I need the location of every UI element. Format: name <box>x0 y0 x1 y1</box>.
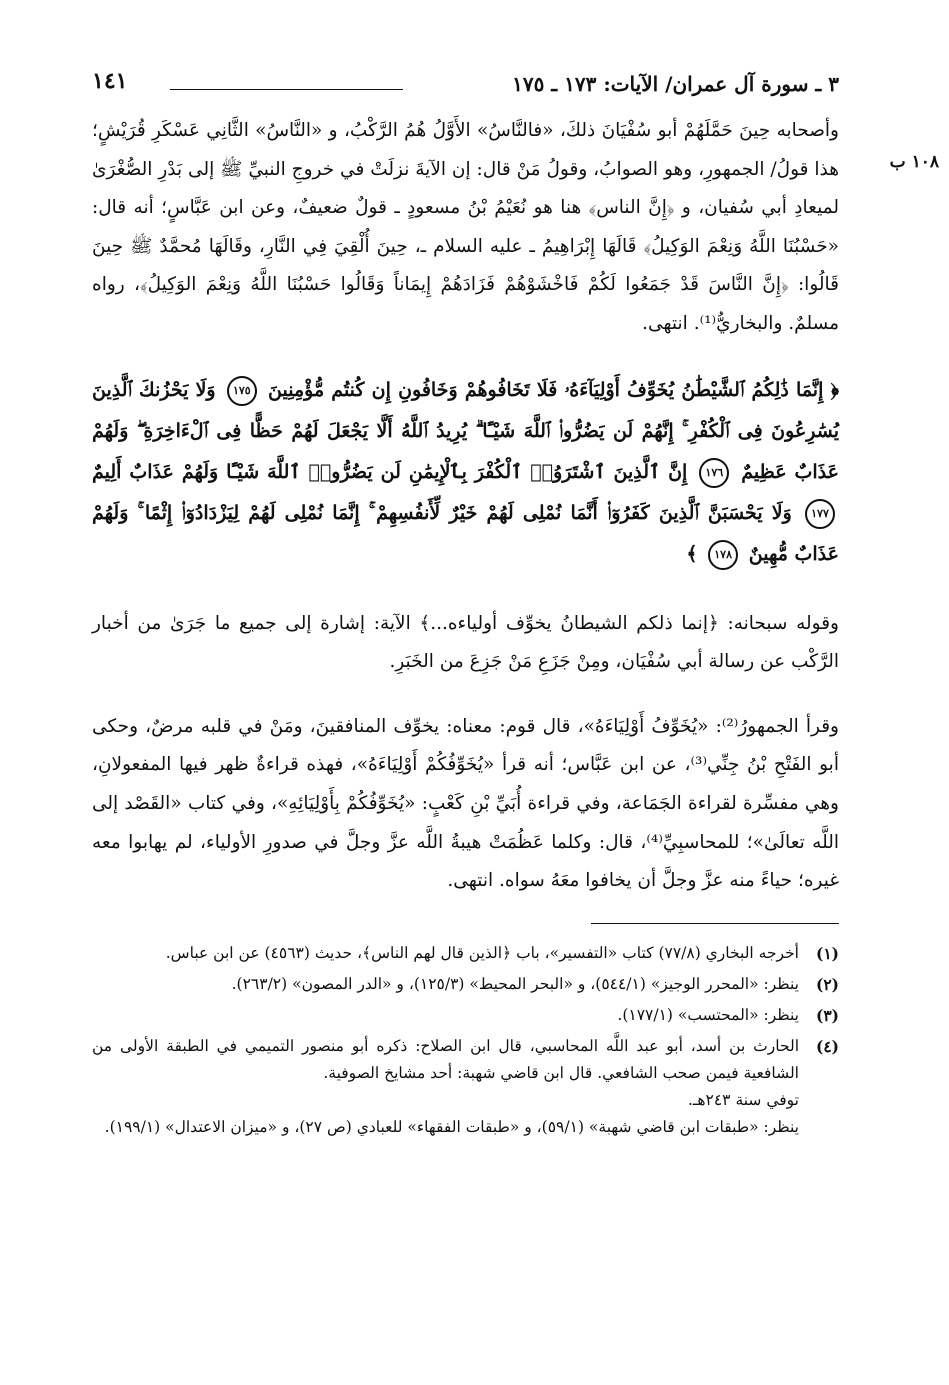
paragraph-2: وقوله سبحانه: ﴿إنما ذلكم الشيطانُ يخوِّف أولياءه...﴾ الآية: إشارة إلى جميع ما جَرَىٰ من أخبار الرَّكْب عن رسالة أبي سُفْيَان، ومِنْ جَزَعِ مَنْ جَزِعَ من الخَبَرِ. <box>92 612 839 673</box>
footnote-death-year: توفي سنة ٢٤٣هـ. <box>687 1090 799 1109</box>
footnote-number: (١) <box>815 943 839 963</box>
paragraph-3: وقرأ الجمهورُ⁽²⁾: «يُخَوِّفُ أَوْلِيَاءَهُ»، قال قوم: معناه: يخوِّف المنافقينَ، ومَنْ في قلبه مرضٌ، وحكى أبو الفَتْحِ بْنُ جِنِّي⁽³⁾، عن ابن عَبَّاس؛ أنه قرأ «يُخَوِّفُكُمْ أَوْلِيَاءَهُ»، فهذه قراءةٌ ظهر فيها المفعولانِ، وهي مفسِّرة لقراءة الجَمَاعة، وفي قراءة أُبَيِّ بْنِ كَعْبٍ: «يُخَوِّفُكُمْ بِأَوْلِيَائِهِ»، وفي كتاب «القَصْد إلى اللَّه تعالَىٰ»؛ للمحاسبِيِّ⁽⁴⁾، قال: وكلما عَظُمَتْ هيبةُ اللَّه عزَّ وجلَّ في صدورِ الأولياء، لم يهابوا معه غيره؛ حياءً منه عزَّ وجلَّ أن يخافوا معَهُ سواه. انتهى. <box>92 715 839 892</box>
ayah-number-175: ١٧٥ <box>227 376 257 406</box>
quran-open-bracket: ﴿ <box>830 378 840 401</box>
footnote-text: أخرجه البخاري (٧٧/٨) كتاب «التفسير»، باب ﴿الذين قال لهم الناس﴾، حديث (٤٥٦٣) عن ابن عباس. <box>165 943 799 962</box>
footnotes <box>92 940 839 1141</box>
paragraph-1: وأصحابه حِينَ حَمَّلَهُمْ أبو سُفْيَانَ ذلكَ، «فالنَّاسُ» الأَوَّلُ هُمُ الرَّكْبُ، و «النَّاسُ» الثَّانِي عَسْكَرِ قُرَيْشٍ؛ هذا قولُ/ الجمهورِ، وهو الصوابُ، وقولُ مَنْ قال: إن الآيةَ نزلَتْ في خروجِ النبيِّ ﷺ إلى بَدْرِ الصُّغْرَىٰ لميعادِ أبي سُفيان، و ﴿إِنَّ الناس﴾ هنا هو نُعَيْمُ بْنُ مسعودٍ ـ قولٌ ضعيفٌ، وعن ابن عَبَّاسٍ؛ أنه قال: «حَسْبُنَا اللَّهُ وَنِعْمَ الوَكِيلُ﴾ قَالَهَا إِبْرَاهِيمُ ـ عليه السلام ـ، حِينَ أُلْقِيَ فِي النَّارِ، وقَالَهَا مُحمَّدٌ ﷺ حِينَ قَالُوا: ﴿إِنَّ النَّاسَ قَدْ جَمَعُوا لَكُمْ فَاخْشَوْهُمْ فَزَادَهُمْ إِيمَاناً وَقَالُوا حَسْبُنَا اللَّهُ وَنِعْمَ الوَكِيلُ﴾، رواه مسلمٌ. والبخاريُّ⁽¹⁾. انتهى. <box>92 120 839 334</box>
verse-178-text: وَلَا يَحْسَبَنَّ ٱلَّذِينَ كَفَرُوٓا۟ أَنَّمَا نُمْلِى لَهُمْ خَيْرٌ لِّأَنفُسِهِمْ ۚ إِنَّمَا نُمْلِى لَهُمْ لِيَزْدَادُوٓا۟ إِثْمًا ۚ وَلَهُمْ عَذَابٌ مُّهِينٌ <box>92 501 839 565</box>
verse-177-text: إِنَّ ٱلَّذِينَ ٱشْتَرَوُا۟ ٱلْكُفْرَ بِٱلْإِيمَٰنِ لَن يَضُرُّوا۟ ٱللَّهَ شَيْـًٔا وَلَهُمْ عَذَابٌ أَلِيمٌ <box>92 460 688 483</box>
verse-175-text: إِنَّمَا ذَٰلِكُمُ ٱلشَّيْطَٰنُ يُخَوِّفُ أَوْلِيَآءَهُۥ فَلَا تَخَافُوهُمْ وَخَافُونِ إِن كُنتُم مُّؤْمِنِينَ <box>268 378 824 401</box>
ayah-number-178: ١٧٨ <box>708 540 738 570</box>
footnote-references: ينظر: «طبقات ابن قاضي شهبة» (٥٩/١)، و «طبقات الفقهاء» للعبادي (ص ٢٧)، و «ميزان الاعتدال» (١٩٩/١). <box>104 1117 799 1136</box>
ayah-number-177: ١٧٧ <box>805 499 835 529</box>
footnote-text: ينظر: «المحرر الوجيز» (٥٤٤/١)، و «البحر المحيط» (١٢٥/٣)، و «الدر المصون» (٢٦٣/٢). <box>231 974 799 993</box>
footnote-1 <box>92 940 839 967</box>
footnote-number: (٢) <box>815 974 839 994</box>
footnote-number: (٤) <box>815 1036 839 1056</box>
footnote-text: ينظر: «المحتسب» (١٧٧/١). <box>617 1005 799 1024</box>
page-header <box>92 62 839 112</box>
footnote-number: (٣) <box>815 1005 839 1025</box>
footnote-4 <box>92 1033 839 1141</box>
footnote-separator <box>591 923 839 924</box>
footnote-3 <box>92 1002 839 1029</box>
margin-folio-note: ١٠٨ ب <box>889 152 939 172</box>
page-number: ١٤١ <box>92 68 128 94</box>
quran-close-bracket: ﴾ <box>686 542 698 565</box>
verse-176-text: وَلَا يَحْزُنكَ ٱلَّذِينَ يُسَٰرِعُونَ فِى ٱلْكُفْرِ ۚ إِنَّهُمْ لَن يَضُرُّوا۟ ٱللَّهَ شَيْـًٔا ۗ يُرِيدُ ٱللَّهُ أَلَّا يَجْعَلَ لَهُمْ حَظًّا فِى ٱلْءَاخِرَةِ ۖ وَلَهُمْ عَذَابٌ عَظِيمٌ <box>92 378 839 483</box>
quran-verses <box>92 370 839 575</box>
footnote-2 <box>92 971 839 998</box>
paragraph-1-wrap <box>92 112 939 344</box>
footnote-body <box>92 1033 799 1141</box>
chapter-title: ٣ ـ سورة آل عمران/ الآيات: ١٧٣ ـ ١٧٥ <box>512 72 839 96</box>
footnote-bio: الحارث بن أسد، أبو عبد اللَّه المحاسبي، قال ابن الصلاح: ذكره أبو منصور التميمي في الطبقة الأولى من الشافعية فيمن صحب الشافعي. قال ابن قاضي شهبة: أحد مشايخ الصوفية. <box>92 1036 799 1082</box>
ayah-number-176: ١٧٦ <box>699 458 729 488</box>
header-rule <box>170 89 403 90</box>
